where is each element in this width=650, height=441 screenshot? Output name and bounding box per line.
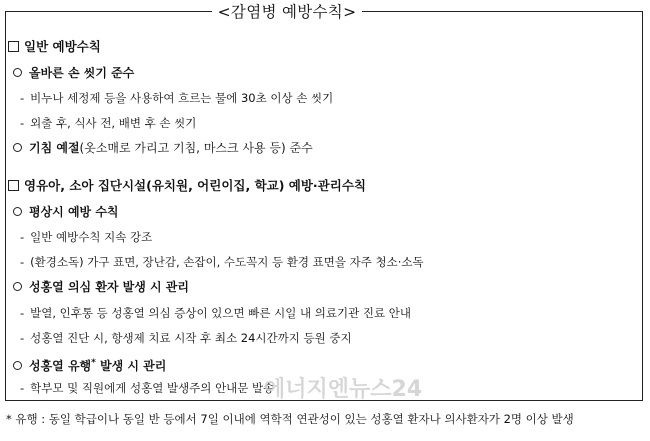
sub-heading: 성홍열 의심 환자 발생 시 관리 — [13, 278, 189, 296]
list-item: - 학부모 및 직원에게 성홍열 발생주의 안내문 발송 — [20, 381, 275, 395]
checkbox-square-icon — [8, 180, 19, 191]
section-heading: 일반 예방수칙 — [8, 38, 101, 56]
list-item: - 발열, 인후통 등 성홍열 의심 증상이 있으면 빠른 시일 내 의료기관 진료 안내 — [20, 306, 411, 320]
watermark-logo: 에너지엔뉴스24 — [264, 377, 423, 402]
footnote: * 유행 : 동일 학급이나 동일 반 등에서 7일 이내에 역학적 연관성이 있는 성홍열 환자나 의사환자가 2명 이상 발생 — [6, 412, 574, 426]
circle-bullet-icon — [13, 68, 22, 77]
list-item: - 외출 후, 식사 전, 배변 후 손 씻기 — [20, 116, 197, 130]
sub-heading: 평상시 예방 수칙 — [13, 203, 119, 221]
section-heading: 영유아, 소아 집단시설(유치원, 어린이집, 학교) 예방·관리수칙 — [8, 177, 366, 195]
list-item: - (환경소독) 가구 표면, 장난감, 손잡이, 수도꼭지 등 환경 표면을 자주 청소·소독 — [20, 255, 424, 269]
checkbox-square-icon — [8, 41, 19, 52]
sub-heading: 기침 예절(옷소매로 가리고 기침, 마스크 사용 등) 준수 — [13, 139, 313, 157]
circle-bullet-icon — [13, 361, 22, 370]
sub-heading: 성홍열 유행* 발생 시 관리 — [13, 354, 166, 375]
circle-bullet-icon — [13, 282, 22, 291]
list-item: - 비누나 세정제 등을 사용하여 흐르는 물에 30초 이상 손 씻기 — [20, 91, 334, 105]
circle-bullet-icon — [13, 207, 22, 216]
list-item: - 성홍열 진단 시, 항생제 치료 시작 후 최소 24시간까지 등원 중지 — [20, 331, 352, 345]
circle-bullet-icon — [13, 143, 22, 152]
sub-heading: 올바른 손 씻기 준수 — [13, 64, 134, 82]
page-title: <감염병 예방수칙> — [212, 0, 362, 24]
list-item: - 일반 예방수칙 지속 강조 — [20, 230, 153, 244]
